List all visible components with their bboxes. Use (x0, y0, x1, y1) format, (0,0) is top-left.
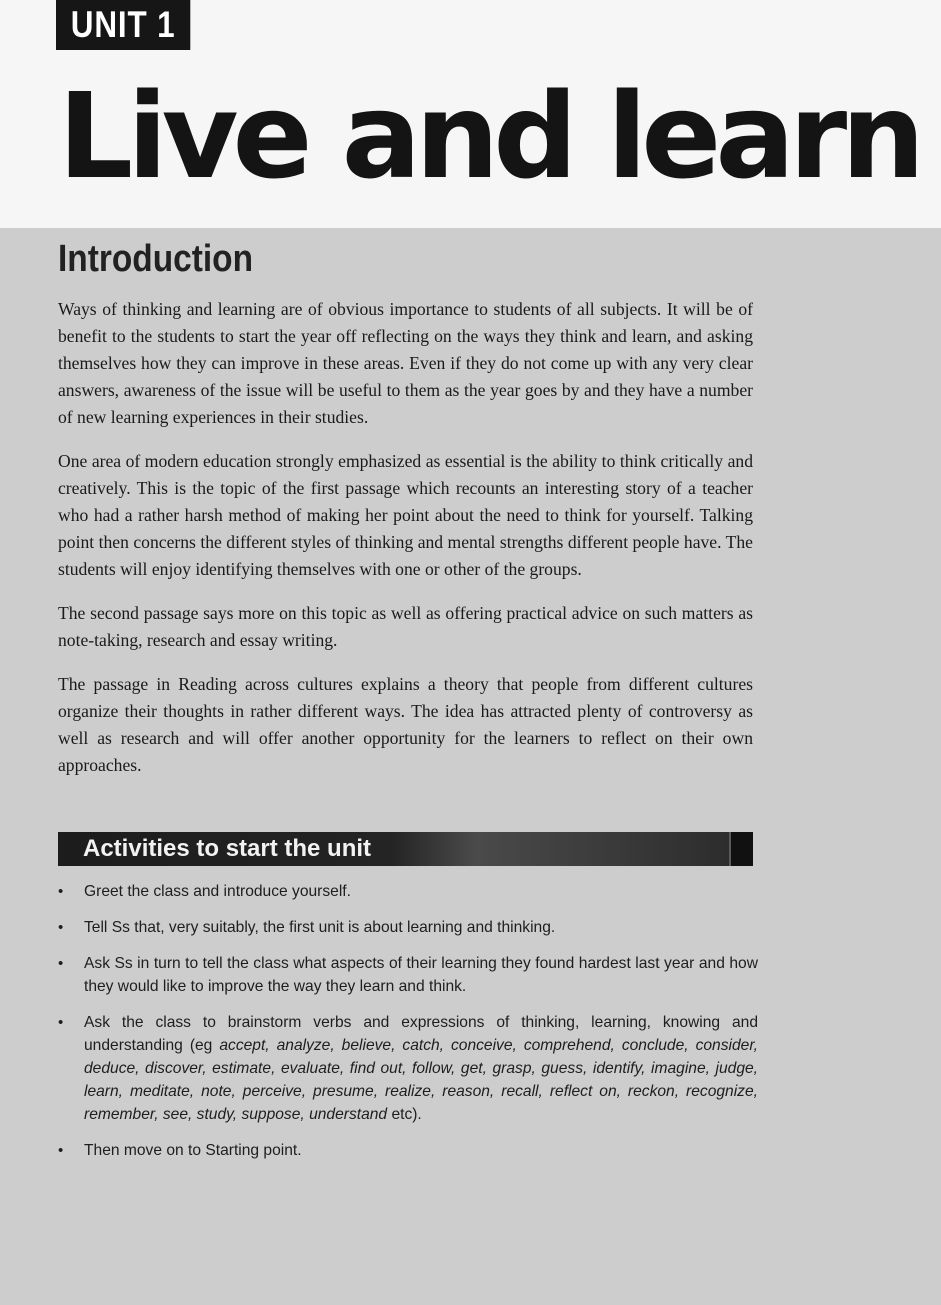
brainstorm-intro: Ask the class to brainstorm verbs and expressions of thinking, learning, knowing and understanding (eg (84, 1014, 758, 1054)
bullet-icon: • (58, 1142, 64, 1159)
activities-list (58, 880, 758, 1175)
intro-paragraph: One area of modern education strongly emphasized as essential is the ability to think critically and creatively. This is the topic of the first passage which recounts an interesting story of a teacher who had a rather harsh method of making her point about the need to think for yourself. Talking point then concerns the different styles of thinking and mental strengths different people have. The students will enjoy identifying themselves with one or other of the groups. (58, 451, 753, 579)
list-item (58, 1011, 758, 1126)
list-item (58, 880, 758, 903)
list-item-text: Then move on to Starting point. (84, 1142, 302, 1159)
activities-heading-bar (58, 832, 753, 866)
bullet-icon: • (58, 1014, 64, 1031)
list-item (58, 1139, 758, 1162)
intro-paragraph: The second passage says more on this topic as well as offering practical advice on such matters as note-taking, research and essay writing. (58, 603, 753, 650)
bullet-icon: • (58, 955, 64, 972)
brainstorm-outro: etc). (387, 1106, 422, 1123)
bullet-icon: • (58, 919, 64, 936)
unit-title: Live and learn (58, 67, 920, 205)
brainstorm-word-list: accept, analyze, believe, catch, conceive, comprehend, conclude, consider, deduce, discover, estimate, evaluate, find out, follow, get, grasp, guess, identify, imagine, judge, learn, meditate, note, perceive, presume, realize, reason, recall, reflect on, reckon, recognize, remember, see, study, suppose, understand (84, 1037, 758, 1123)
bullet-icon: • (58, 883, 64, 900)
intro-paragraph: Ways of thinking and learning are of obvious importance to students of all subjects. It will be of benefit to the students to start the year off reflecting on the ways they think and learn, and asking themselves how they can improve in these areas. Even if they do not come up with any very clear answers, awareness of the issue will be useful to them as the year goes by and they have a number of new learning experiences in their studies. (58, 299, 753, 427)
activities-heading: Activities to start the unit (83, 835, 372, 862)
list-item-text: Ask Ss in turn to tell the class what aspects of their learning they found hardest last year and how they would like to improve the way they learn and think. (84, 955, 758, 995)
introduction-heading: Introduction (58, 238, 254, 280)
list-item-text: Greet the class and introduce yourself. (84, 883, 351, 900)
list-item-text: Tell Ss that, very suitably, the first unit is about learning and thinking. (84, 919, 556, 936)
list-item (58, 916, 758, 939)
intro-paragraph: The passage in Reading across cultures explains a theory that people from different cultures organize their thoughts in rather different ways. The idea has attracted plenty of controversy as well as research and will offer another opportunity for the learners to reflect on their own approaches. (58, 674, 753, 775)
heading-bar-end-block (729, 832, 753, 866)
unit-label: UNIT 1 (56, 0, 190, 50)
list-item (58, 952, 758, 998)
introduction-text (58, 296, 753, 796)
list-item-text (84, 1011, 758, 1126)
